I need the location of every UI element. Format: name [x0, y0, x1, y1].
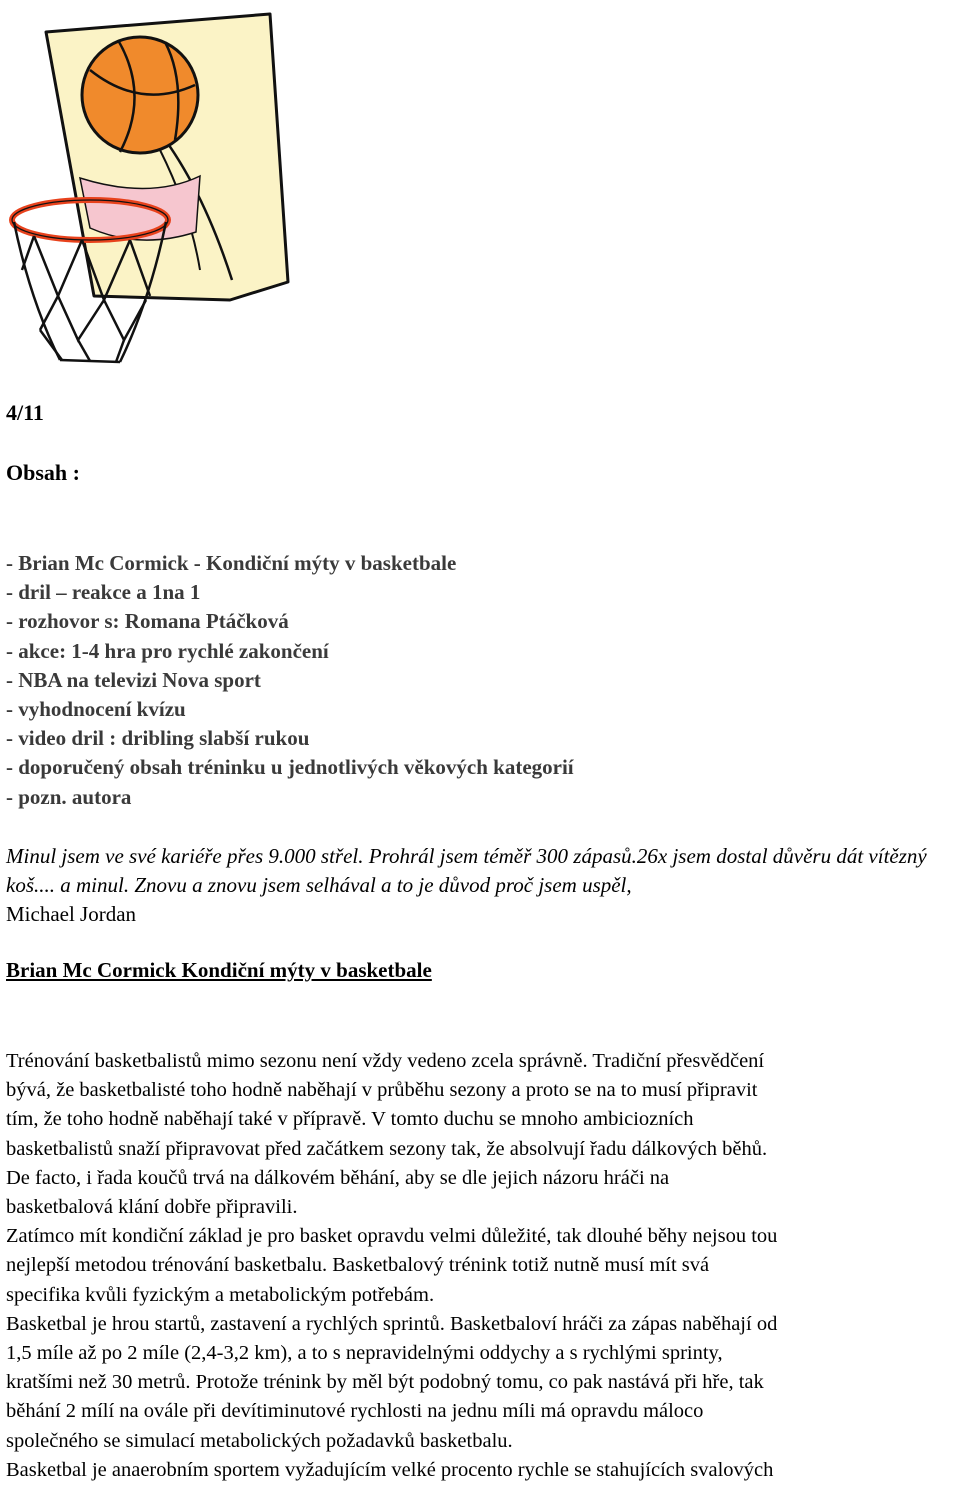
article-line: kratšími než 30 metrů. Protože trénink by měl být podobný tomu, co pak nastává při hře, tak — [6, 1371, 764, 1394]
article-body — [6, 1047, 960, 1485]
article-line: basketbalistů snaží připravovat před začátkem sezony tak, že absolvují řadu dálkových běhů. — [6, 1137, 768, 1160]
article-line: Trénování basketbalistů mimo sezonu není vždy vedeno zcela správně. Tradiční přesvědčení — [6, 1050, 765, 1072]
toc-item: - dril – reakce a 1na 1 — [6, 580, 201, 605]
article-line: Basketbal je anaerobním sportem vyžadujícím velké procento rychle se stahujících svalových — [6, 1458, 774, 1481]
basketball-icon — [82, 37, 198, 153]
quote-block — [6, 842, 956, 929]
toc-item: - akce: 1-4 hra pro rychlé zakončení — [6, 638, 329, 663]
toc-item: - Brian Mc Cormick - Kondiční mýty v basketbale — [6, 551, 457, 575]
toc-item: - vyhodnocení kvízu — [6, 697, 186, 722]
article-line: tím, že toho hodně naběhají také v přípravě. V tomto duchu se mnoho ambiciozních — [6, 1108, 694, 1131]
article-line: bývá, že basketbalisté toho hodně naběhají v průběhu sezony a proto se na to musí připravit — [6, 1079, 758, 1102]
article-line: De facto, i řada koučů trvá na dálkovém běhání, aby se dle jejich názoru hráči na — [6, 1166, 670, 1189]
toc-item: - NBA na televizi Nova sport — [6, 667, 261, 692]
toc-item: - rozhovor s: Romana Ptáčková — [6, 609, 289, 634]
article-line: specifika kvůli fyzickým a metabolickým potřebám. — [6, 1283, 435, 1306]
article-line: nejlepší metodou trénování basketbalu. Basketbalový trénink totiž nutně musí mít svá — [6, 1254, 710, 1277]
article-line: běhání 2 mílí na oválе při devítiminutové rychlosti na jednu míli má opravdu máloco — [6, 1400, 704, 1423]
article-line: basketbalová klání dobře připravili. — [6, 1196, 298, 1219]
toc-item: - pozn. autora — [6, 784, 132, 809]
contents-heading: Obsah : — [6, 460, 80, 485]
article-line: 1,5 míle až po 2 míle (2,4-3,2 km), a to s nepravidelnými oddychy a s rychlými sprinty, — [6, 1342, 723, 1365]
article-line: Basketbal je hrou startů, zastavení a rychlých sprintů. Basketbaloví hráči za zápas naběhají od — [6, 1312, 778, 1335]
article-title: Brian Mc Cormick Kondiční mýty v basketbale — [6, 958, 432, 982]
toc-item: - video dril : dribling slabší rukou — [6, 726, 310, 751]
article-line: Zatímco mít kondiční základ je pro basket opravdu velmi důležité, tak dlouhé běhy nejsou tou — [6, 1225, 778, 1248]
table-of-contents — [6, 549, 574, 812]
quote-text: Minul jsem ve své kariéře přes 9.000 střel. Prohrál jsem téměř 300 zápasů.26x jsem dostal důvěru dát vítězný koš.... a minul. Znovu a znovu jsem selhával a to je důvod proč jsem uspěl, — [6, 844, 927, 897]
basketball-hoop-illustration — [0, 0, 300, 380]
quote-author: Michael Jordan — [6, 902, 137, 926]
article-line: společného se simulací metabolických požadavků basketbalu. — [6, 1429, 513, 1452]
toc-item: - doporučený obsah tréninku u jednotlivých věkových kategorií — [6, 755, 574, 780]
issue-number: 4/11 — [6, 400, 44, 425]
